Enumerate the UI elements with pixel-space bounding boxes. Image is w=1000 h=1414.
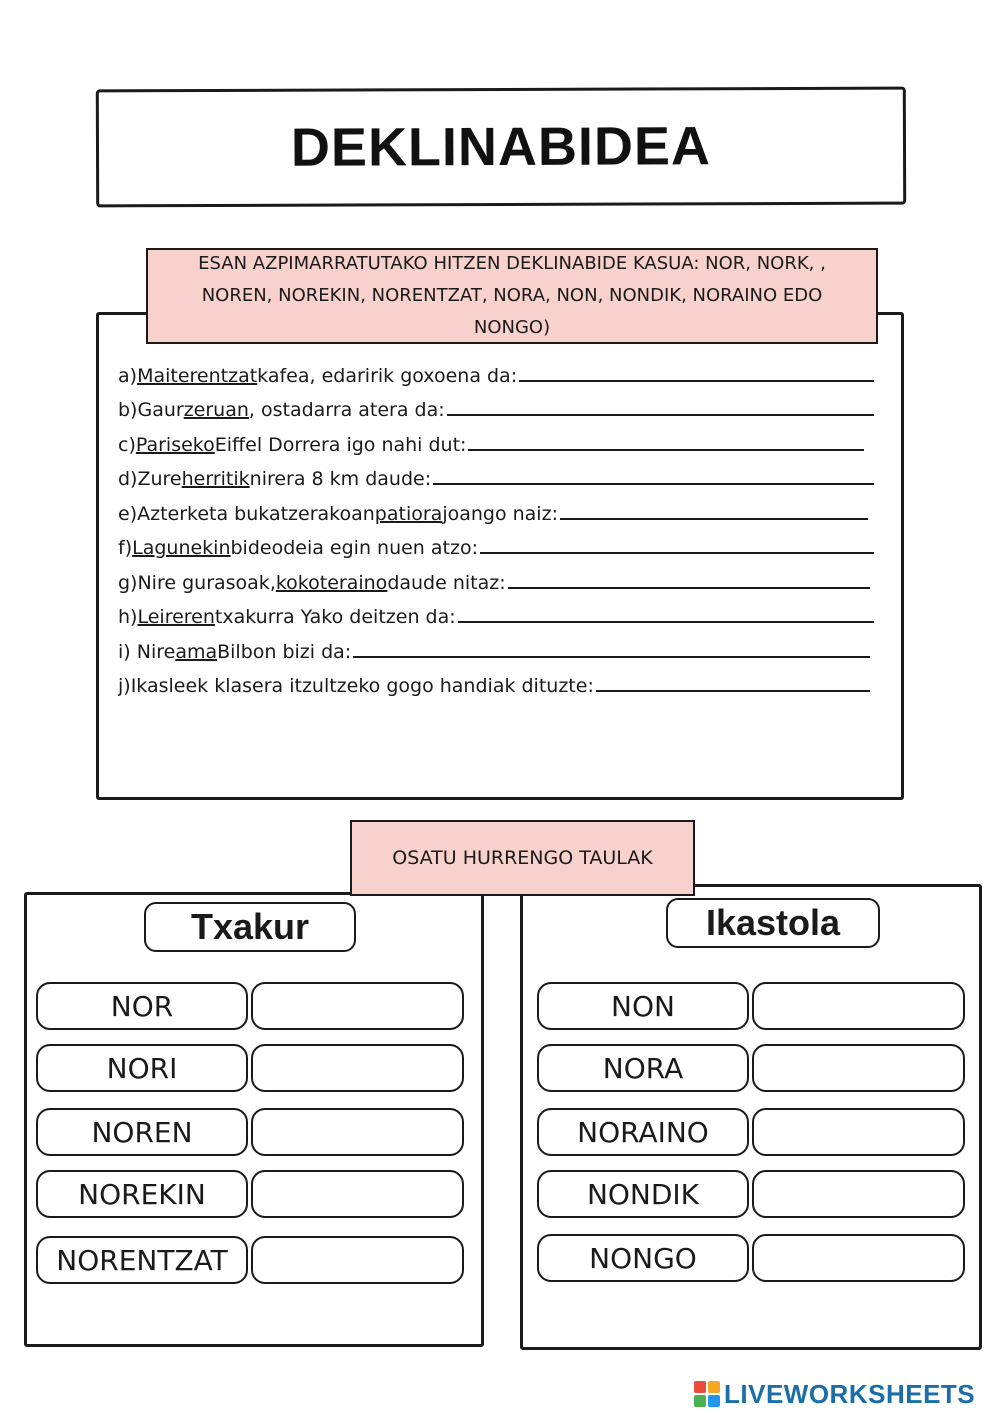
answer-field[interactable] <box>752 1234 965 1282</box>
watermark <box>694 1378 994 1410</box>
case-label-non: NON <box>537 982 749 1030</box>
answer-blank[interactable] <box>519 380 874 382</box>
exercise-item: d)Zure herritik nirera 8 km daude: <box>118 456 878 491</box>
underlined-word: patiora <box>374 502 443 525</box>
answer-field[interactable] <box>752 982 965 1030</box>
underlined-word: ama <box>175 640 218 663</box>
underlined-word: Leireren <box>137 606 215 628</box>
underlined-word: herritik <box>181 468 250 490</box>
exercise-item: b)Gaur zeruan , ostadarra atera da: <box>118 387 878 422</box>
exercise-item: j)Ikasleek klasera itzultzeko gogo handiak dituzte: <box>118 663 878 698</box>
exercise-item: a) Maiterentzat kafea, edaririk goxoena da: <box>118 352 878 387</box>
exercise-item: e)Azterketa bukatzerakoan patiora joango naiz: <box>118 490 878 525</box>
tables-label: OSATU HURRENGO TAULAK <box>350 820 695 896</box>
underlined-word: Pariseko <box>135 433 215 456</box>
answer-field[interactable] <box>752 1170 965 1218</box>
exercise-list <box>118 352 878 697</box>
answer-blank[interactable] <box>480 552 874 554</box>
watermark-text: LIVEWORKSHEETS <box>724 1378 976 1409</box>
exercise-item: f) Lagunekin bideodeia egin nuen atzo: <box>118 525 878 560</box>
case-label-norekin: NOREKIN <box>36 1170 248 1218</box>
instruction-label <box>146 248 878 344</box>
answer-blank[interactable] <box>596 690 870 692</box>
table-title-txakur: Txakur <box>144 902 356 952</box>
case-label-noren: NOREN <box>36 1108 248 1156</box>
answer-field[interactable] <box>251 1170 464 1218</box>
underlined-word: kokoteraino <box>275 571 388 594</box>
table-title-ikastola: Ikastola <box>666 898 880 948</box>
underlined-word: zeruan <box>183 399 249 421</box>
answer-blank[interactable] <box>560 518 868 520</box>
case-label-nora: NORA <box>537 1044 749 1092</box>
case-label-nondik: NONDIK <box>537 1170 749 1218</box>
case-label-norentzat: NORENTZAT <box>36 1236 248 1284</box>
exercise-item: g)Nire gurasoak, kokoteraino daude nitaz: <box>118 559 878 594</box>
underlined-word: Maiterentzat <box>137 364 258 387</box>
answer-blank[interactable] <box>433 483 874 485</box>
exercise-item: c) Pariseko Eiffel Dorrera igo nahi dut: <box>118 421 878 456</box>
page-title: DEKLINABIDEA <box>290 116 712 178</box>
answer-field[interactable] <box>752 1044 965 1092</box>
liveworksheets-logo-icon <box>694 1381 720 1407</box>
answer-field[interactable] <box>251 1108 464 1156</box>
case-label-noraino: NORAINO <box>537 1108 749 1156</box>
exercise-item: i) Nire ama Bilbon bizi da: <box>118 628 878 663</box>
case-label-nongo: NONGO <box>537 1234 749 1282</box>
answer-field[interactable] <box>752 1108 965 1156</box>
answer-field[interactable] <box>251 1044 464 1092</box>
case-label-nor: NOR <box>36 982 248 1030</box>
exercise-item: h) Leireren txakurra Yako deitzen da: <box>118 594 878 629</box>
answer-field[interactable] <box>251 982 464 1030</box>
answer-field[interactable] <box>251 1236 464 1284</box>
answer-blank[interactable] <box>447 414 874 416</box>
underlined-word: Lagunekin <box>132 537 231 559</box>
case-label-nori: NORI <box>36 1044 248 1092</box>
title-box <box>96 87 906 208</box>
answer-blank[interactable] <box>458 621 874 623</box>
answer-blank[interactable] <box>508 587 870 589</box>
answer-blank[interactable] <box>468 449 864 451</box>
instruction-text: ESAN AZPIMARRATUTAKO HITZEN DEKLINABIDE KASUA: NOR, NORK, , NOREN, NOREKIN, NORENTZAT, NORA, NON, NONDIK, NORAINO EDO NONGO) <box>198 253 826 338</box>
answer-blank[interactable] <box>353 656 870 658</box>
